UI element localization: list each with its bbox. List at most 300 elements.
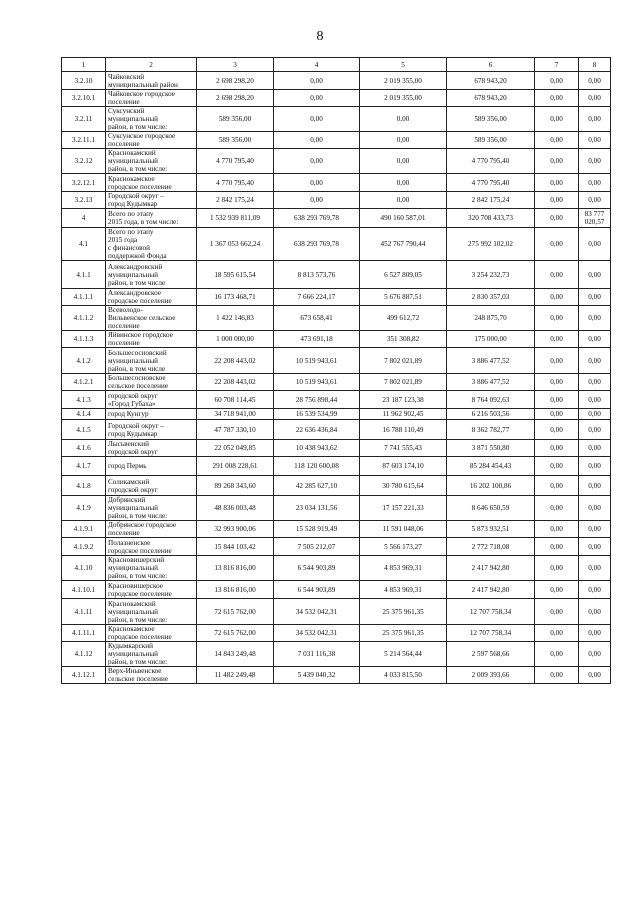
value-line: 0,00 (588, 462, 601, 470)
value-cell-c4: 28 756 898,44 (274, 391, 360, 409)
row-name-line: Краснокамский (108, 149, 156, 157)
row-number: 4.1.9.2 (62, 538, 106, 556)
value-cell-c5: 2 019 355,00 (360, 90, 447, 107)
value-cell-c6: 678 943,20 (447, 72, 535, 90)
value-cell-c8 (579, 348, 611, 374)
value-cell-c7: 0,00 (535, 174, 579, 192)
table-row (62, 556, 611, 581)
row-name-line: городской округ (108, 448, 158, 456)
value-line: 0,00 (588, 240, 601, 248)
row-number: 4.1.3 (62, 391, 106, 409)
value-line: 0,00 (588, 115, 601, 123)
value-cell-c3: 1 422 146,83 (197, 306, 274, 331)
value-cell-c7: 0,00 (535, 374, 579, 391)
row-number: 4.1.12.1 (62, 667, 106, 684)
row-name (106, 496, 197, 521)
row-name-line: муниципальный (108, 115, 159, 123)
row-name (106, 625, 197, 642)
value-line: 0,00 (588, 293, 601, 301)
value-cell-c5: 0,00 (360, 192, 447, 209)
value-cell-c4: 7 031 116,38 (274, 642, 360, 667)
value-cell-c8 (579, 599, 611, 625)
row-number: 4.1.1 (62, 261, 106, 289)
row-name (106, 306, 197, 331)
table-row (62, 599, 611, 625)
value-cell-c8 (579, 72, 611, 90)
row-name (106, 420, 197, 440)
value-cell-c4: 6 544 903,89 (274, 556, 360, 581)
value-cell-c8 (579, 625, 611, 642)
row-name-line: Красновишерский (108, 556, 165, 564)
value-cell-c7: 0,00 (535, 391, 579, 409)
row-number: 3.2.12 (62, 149, 106, 174)
row-name (106, 228, 197, 261)
value-cell-c4: 673 658,41 (274, 306, 360, 331)
header-row (62, 58, 611, 72)
table-row (62, 289, 611, 306)
column-header: 2 (106, 58, 197, 72)
value-cell-c3: 13 816 816,00 (197, 556, 274, 581)
value-line: 0,00 (588, 525, 601, 533)
row-number: 4.1.11 (62, 599, 106, 625)
value-cell-c5: 87 603 174,10 (360, 457, 447, 476)
row-name (106, 192, 197, 209)
value-cell-c8 (579, 331, 611, 348)
value-cell-c4: 34 532 042,31 (274, 599, 360, 625)
value-cell-c6: 678 943,20 (447, 90, 535, 107)
value-cell-c8 (579, 409, 611, 420)
row-name-line: город Кудымкар (108, 429, 158, 438)
row-name-line: 2015 года (108, 236, 138, 244)
value-line: 0,00 (588, 136, 601, 144)
table-row (62, 132, 611, 149)
value-line: 0,00 (588, 410, 601, 418)
table-row (62, 642, 611, 667)
value-cell-c6: 3 254 232,73 (447, 261, 535, 289)
value-cell-c8 (579, 440, 611, 457)
value-cell-c3: 16 173 468,71 (197, 289, 274, 306)
value-cell-c3: 1 532 939 811,09 (197, 209, 274, 228)
row-name (106, 72, 197, 90)
value-cell-c4: 22 636 436,84 (274, 420, 360, 440)
table-row (62, 374, 611, 391)
row-number: 4.1.10.1 (62, 581, 106, 599)
value-cell-c7: 0,00 (535, 107, 579, 132)
row-number: 4 (62, 209, 106, 228)
value-cell-c6: 2 009 393,66 (447, 667, 535, 684)
value-cell-c3: 589 356,00 (197, 107, 274, 132)
row-name-line: Городской округ – (108, 421, 164, 430)
row-name-line: Добрянское городское (108, 521, 177, 529)
value-cell-c4: 34 532 042,31 (274, 625, 360, 642)
value-cell-c6: 589 356,00 (447, 132, 535, 149)
value-cell-c3: 22 208 443,02 (197, 374, 274, 391)
row-name-line: район, в том числе: (108, 658, 168, 666)
value-cell-c7: 0,00 (535, 556, 579, 581)
value-cell-c5: 7 802 021,89 (360, 348, 447, 374)
value-cell-c3: 2 842 175,24 (197, 192, 274, 209)
table-row (62, 496, 611, 521)
value-cell-c3: 4 770 795,40 (197, 174, 274, 192)
value-cell-c5: 0,00 (360, 132, 447, 149)
value-line: 0,00 (588, 585, 601, 594)
row-name (106, 667, 197, 684)
value-cell-c6: 8 362 782,77 (447, 420, 535, 440)
value-cell-c6: 3 886 477,52 (447, 348, 535, 374)
value-cell-c7: 0,00 (535, 209, 579, 228)
row-number: 3.2.13 (62, 192, 106, 209)
row-number: 4.1.1.3 (62, 331, 106, 348)
value-cell-c3: 60 708 114,45 (197, 391, 274, 409)
table-row (62, 228, 611, 261)
row-name-line: Чайковское городское (108, 90, 175, 98)
row-name-line: городское поселение (108, 633, 172, 641)
row-name-line: город Пермь (108, 462, 147, 470)
row-number: 4.1.9 (62, 496, 106, 521)
row-name-line: Чайковский (108, 72, 145, 81)
row-name (106, 90, 197, 107)
value-cell-c8 (579, 107, 611, 132)
row-name-line: Краснокамский (108, 599, 156, 608)
value-cell-c7: 0,00 (535, 331, 579, 348)
row-name-line: муниципальный (108, 356, 159, 365)
table-row (62, 149, 611, 174)
row-name-line: поселение (108, 339, 140, 347)
row-name-line: Александровский (108, 262, 163, 271)
table-row (62, 440, 611, 457)
row-number: 4.1.10 (62, 556, 106, 581)
data-table (61, 57, 611, 684)
row-name-line: Всего по этапу (108, 228, 154, 236)
value-cell-c6: 16 202 100,86 (447, 476, 535, 496)
value-cell-c8 (579, 457, 611, 476)
value-cell-c4: 6 544 903,89 (274, 581, 360, 599)
value-cell-c4: 0,00 (274, 107, 360, 132)
value-cell-c7: 0,00 (535, 192, 579, 209)
value-cell-c5: 11 591 048,06 (360, 521, 447, 538)
value-line: 0,00 (588, 178, 601, 187)
value-cell-c4: 0,00 (274, 149, 360, 174)
value-cell-c8 (579, 556, 611, 581)
value-line: 83 777 (584, 210, 605, 218)
value-cell-c5: 499 612,72 (360, 306, 447, 331)
table-row (62, 306, 611, 331)
value-cell-c3: 1 367 053 662,24 (197, 228, 274, 261)
row-name (106, 209, 197, 228)
row-name-line: городское поселение (108, 297, 172, 305)
value-cell-c5: 0,00 (360, 107, 447, 132)
value-cell-c7: 0,00 (535, 409, 579, 420)
row-name-line: Всего по этапу (108, 210, 154, 218)
value-cell-c7: 0,00 (535, 581, 579, 599)
table-row (62, 209, 611, 228)
row-number: 3.2.12.1 (62, 174, 106, 192)
value-cell-c6: 175 000,00 (447, 331, 535, 348)
value-cell-c4: 0,00 (274, 72, 360, 90)
value-cell-c6: 6 216 503,56 (447, 409, 535, 420)
row-number: 4.1.2.1 (62, 374, 106, 391)
row-name (106, 409, 197, 420)
value-cell-c3: 13 816 816,00 (197, 581, 274, 599)
value-cell-c3: 2 698 298,20 (197, 90, 274, 107)
value-cell-c6: 2 417 942,80 (447, 581, 535, 599)
value-cell-c7: 0,00 (535, 348, 579, 374)
value-cell-c7: 0,00 (535, 289, 579, 306)
page-number: 8 (316, 29, 324, 44)
value-cell-c5: 4 853 969,31 (360, 556, 447, 581)
value-cell-c6: 5 873 932,51 (447, 521, 535, 538)
value-cell-c4: 23 034 131,56 (274, 496, 360, 521)
value-cell-c8 (579, 289, 611, 306)
table-row (62, 348, 611, 374)
value-cell-c6: 2 842 175,24 (447, 192, 535, 209)
value-cell-c8 (579, 192, 611, 209)
row-name-line: городской округ (108, 485, 158, 494)
row-name (106, 476, 197, 496)
row-name (106, 261, 197, 289)
row-name-line: Соликамский (108, 477, 150, 486)
value-cell-c5: 5 566 173,27 (360, 538, 447, 556)
row-name-line: Суксунское городское (108, 132, 176, 140)
row-name (106, 556, 197, 581)
column-header: 6 (447, 58, 535, 72)
row-name-line: сельское поселение (108, 382, 169, 390)
value-line: 0,00 (588, 378, 601, 386)
column-header: 8 (579, 58, 611, 72)
row-name-line: поселение (108, 529, 140, 537)
value-cell-c6: 4 770 795,40 (447, 174, 535, 192)
row-name-line: район, в том числе (108, 364, 166, 373)
value-cell-c5: 17 157 221,33 (360, 496, 447, 521)
row-name (106, 599, 197, 625)
value-cell-c7: 0,00 (535, 599, 579, 625)
value-line: 0,00 (588, 76, 601, 85)
row-name (106, 149, 197, 174)
value-line: 0,00 (588, 335, 601, 343)
row-number: 3.2.10 (62, 72, 106, 90)
row-name (106, 132, 197, 149)
row-name-line: муниципальный (108, 564, 159, 572)
row-number: 4.1.6 (62, 440, 106, 457)
value-cell-c4: 8 813 573,76 (274, 261, 360, 289)
value-cell-c7: 0,00 (535, 72, 579, 90)
value-cell-c8 (579, 132, 611, 149)
row-name (106, 391, 197, 409)
value-cell-c6: 275 992 102,02 (447, 228, 535, 261)
value-cell-c8 (579, 174, 611, 192)
value-cell-c4: 10 519 943,61 (274, 348, 360, 374)
value-line: 0,00 (588, 650, 601, 658)
value-cell-c8 (579, 391, 611, 409)
value-cell-c8 (579, 420, 611, 440)
table-row (62, 581, 611, 599)
value-line: 0,00 (588, 314, 601, 322)
value-cell-c3: 291 008 228,61 (197, 457, 274, 476)
value-line: 0,00 (588, 196, 601, 204)
value-cell-c8 (579, 476, 611, 496)
row-number: 4.1.8 (62, 476, 106, 496)
row-name-line: Александровское (108, 289, 161, 297)
value-cell-c3: 34 718 941,00 (197, 409, 274, 420)
table-row (62, 538, 611, 556)
value-cell-c4: 0,00 (274, 90, 360, 107)
value-cell-c6: 85 284 454,43 (447, 457, 535, 476)
value-line: 0,00 (588, 157, 601, 165)
value-cell-c5: 490 160 587,01 (360, 209, 447, 228)
value-cell-c4: 15 528 919,49 (274, 521, 360, 538)
value-cell-c6: 248 875,70 (447, 306, 535, 331)
value-cell-c7: 0,00 (535, 667, 579, 684)
column-header: 7 (535, 58, 579, 72)
value-cell-c8 (579, 261, 611, 289)
value-cell-c5: 0,00 (360, 149, 447, 174)
value-cell-c4: 10 438 943,62 (274, 440, 360, 457)
value-cell-c5: 452 767 790,44 (360, 228, 447, 261)
row-name (106, 289, 197, 306)
value-line: 0,00 (588, 94, 601, 102)
value-cell-c8 (579, 90, 611, 107)
value-cell-c4: 0,00 (274, 192, 360, 209)
value-line: 0,00 (588, 671, 601, 679)
value-cell-c4: 10 519 943,61 (274, 374, 360, 391)
value-cell-c6: 12 707 758,34 (447, 625, 535, 642)
row-name-line: Добрянский (108, 496, 146, 504)
value-cell-c3: 89 268 343,60 (197, 476, 274, 496)
value-cell-c7: 0,00 (535, 625, 579, 642)
table-row (62, 457, 611, 476)
value-cell-c6: 3 871 550,80 (447, 440, 535, 457)
value-cell-c8 (579, 642, 611, 667)
table-row (62, 420, 611, 440)
row-name-line: муниципальный (108, 157, 159, 165)
value-cell-c4: 7 505 212,07 (274, 538, 360, 556)
table-row (62, 476, 611, 496)
row-name-line: Суксунский (108, 107, 145, 115)
row-name-line: городской округ (108, 391, 158, 400)
row-number: 3.2.11.1 (62, 132, 106, 149)
value-cell-c5: 25 375 961,35 (360, 625, 447, 642)
table-row (62, 625, 611, 642)
row-name-line: городское поселение (108, 589, 172, 598)
row-name-line: муниципальный (108, 504, 159, 512)
value-cell-c8 (579, 374, 611, 391)
value-line: 0,00 (588, 395, 601, 404)
value-cell-c6: 8 764 092,63 (447, 391, 535, 409)
table-row (62, 391, 611, 409)
value-cell-c8 (579, 521, 611, 538)
row-number: 4.1.1.1 (62, 289, 106, 306)
value-line: 020,57 (584, 218, 605, 226)
value-cell-c3: 589 356,00 (197, 132, 274, 149)
row-name-line: муниципальный (108, 650, 159, 658)
table-row (62, 409, 611, 420)
row-name-line: Красновишерское (108, 581, 163, 590)
row-name-line: Яйвинское городское (108, 331, 173, 339)
value-cell-c5: 30 780 615,64 (360, 476, 447, 496)
row-name-line: город Кунгур (108, 410, 149, 418)
value-cell-c3: 22 208 443,02 (197, 348, 274, 374)
row-name-line: Городской округ – (108, 192, 164, 200)
value-cell-c8 (579, 149, 611, 174)
column-header: 1 (62, 58, 106, 72)
row-name-line: городское поселение (108, 546, 172, 555)
row-name (106, 348, 197, 374)
value-line: 0,00 (588, 607, 601, 616)
value-line: 0,00 (588, 564, 601, 572)
value-line: 0,00 (588, 629, 601, 637)
value-cell-c7: 0,00 (535, 476, 579, 496)
column-header: 5 (360, 58, 447, 72)
value-cell-c3: 47 787 330,10 (197, 420, 274, 440)
value-cell-c7: 0,00 (535, 90, 579, 107)
row-name-line: Большесосновское (108, 374, 166, 382)
row-number: 4.1.9.1 (62, 521, 106, 538)
value-line: 0,00 (588, 270, 601, 279)
value-line: 0,00 (588, 542, 601, 551)
table-row (62, 192, 611, 209)
value-cell-c4: 16 539 534,99 (274, 409, 360, 420)
row-name-line: муниципальный (108, 270, 159, 279)
value-cell-c6: 4 770 795,40 (447, 149, 535, 174)
value-cell-c7: 0,00 (535, 457, 579, 476)
value-cell-c5: 4 033 815,50 (360, 667, 447, 684)
row-name (106, 174, 197, 192)
value-cell-c7: 0,00 (535, 538, 579, 556)
row-name-line: муниципальный район (108, 80, 178, 89)
value-cell-c6: 8 646 650,59 (447, 496, 535, 521)
value-cell-c7: 0,00 (535, 642, 579, 667)
value-cell-c4: 473 691,18 (274, 331, 360, 348)
row-name-line: сельское поселение (108, 675, 169, 683)
value-cell-c8 (579, 306, 611, 331)
value-line: 0,00 (588, 444, 601, 452)
row-name-line: район, в том числе: (108, 512, 168, 520)
value-line: 0,00 (588, 504, 601, 512)
row-number: 4.1.2 (62, 348, 106, 374)
value-cell-c6: 2 830 357,03 (447, 289, 535, 306)
row-name-line: Краснокамское (108, 174, 155, 183)
row-name-line: Полазненское (108, 538, 151, 547)
row-number: 4.1.11.1 (62, 625, 106, 642)
row-name (106, 374, 197, 391)
value-line: 0,00 (588, 356, 601, 365)
row-name-line: Большесосновский (108, 348, 167, 357)
row-name (106, 331, 197, 348)
value-cell-c5: 7 741 555,43 (360, 440, 447, 457)
row-name-line: Всеволодо- (108, 306, 143, 314)
value-cell-c3: 22 052 049,85 (197, 440, 274, 457)
value-cell-c4: 42 285 627,10 (274, 476, 360, 496)
value-cell-c3: 18 595 615,54 (197, 261, 274, 289)
row-number: 4.1.7 (62, 457, 106, 476)
row-name-line: район, в том числе: (108, 165, 168, 173)
table-row (62, 174, 611, 192)
value-cell-c6: 589 356,00 (447, 107, 535, 132)
value-cell-c3: 48 836 003,48 (197, 496, 274, 521)
value-cell-c5: 2 019 355,00 (360, 72, 447, 90)
row-number: 4.1.5 (62, 420, 106, 440)
row-number: 3.2.11 (62, 107, 106, 132)
value-cell-c7: 0,00 (535, 496, 579, 521)
row-name-line: 2015 года, в том числе: (108, 218, 179, 226)
value-cell-c4: 0,00 (274, 132, 360, 149)
value-cell-c5: 5 214 564,44 (360, 642, 447, 667)
value-cell-c4: 7 666 224,17 (274, 289, 360, 306)
value-cell-c7: 0,00 (535, 440, 579, 457)
table-row (62, 261, 611, 289)
row-name (106, 457, 197, 476)
value-cell-c6: 320 708 433,73 (447, 209, 535, 228)
